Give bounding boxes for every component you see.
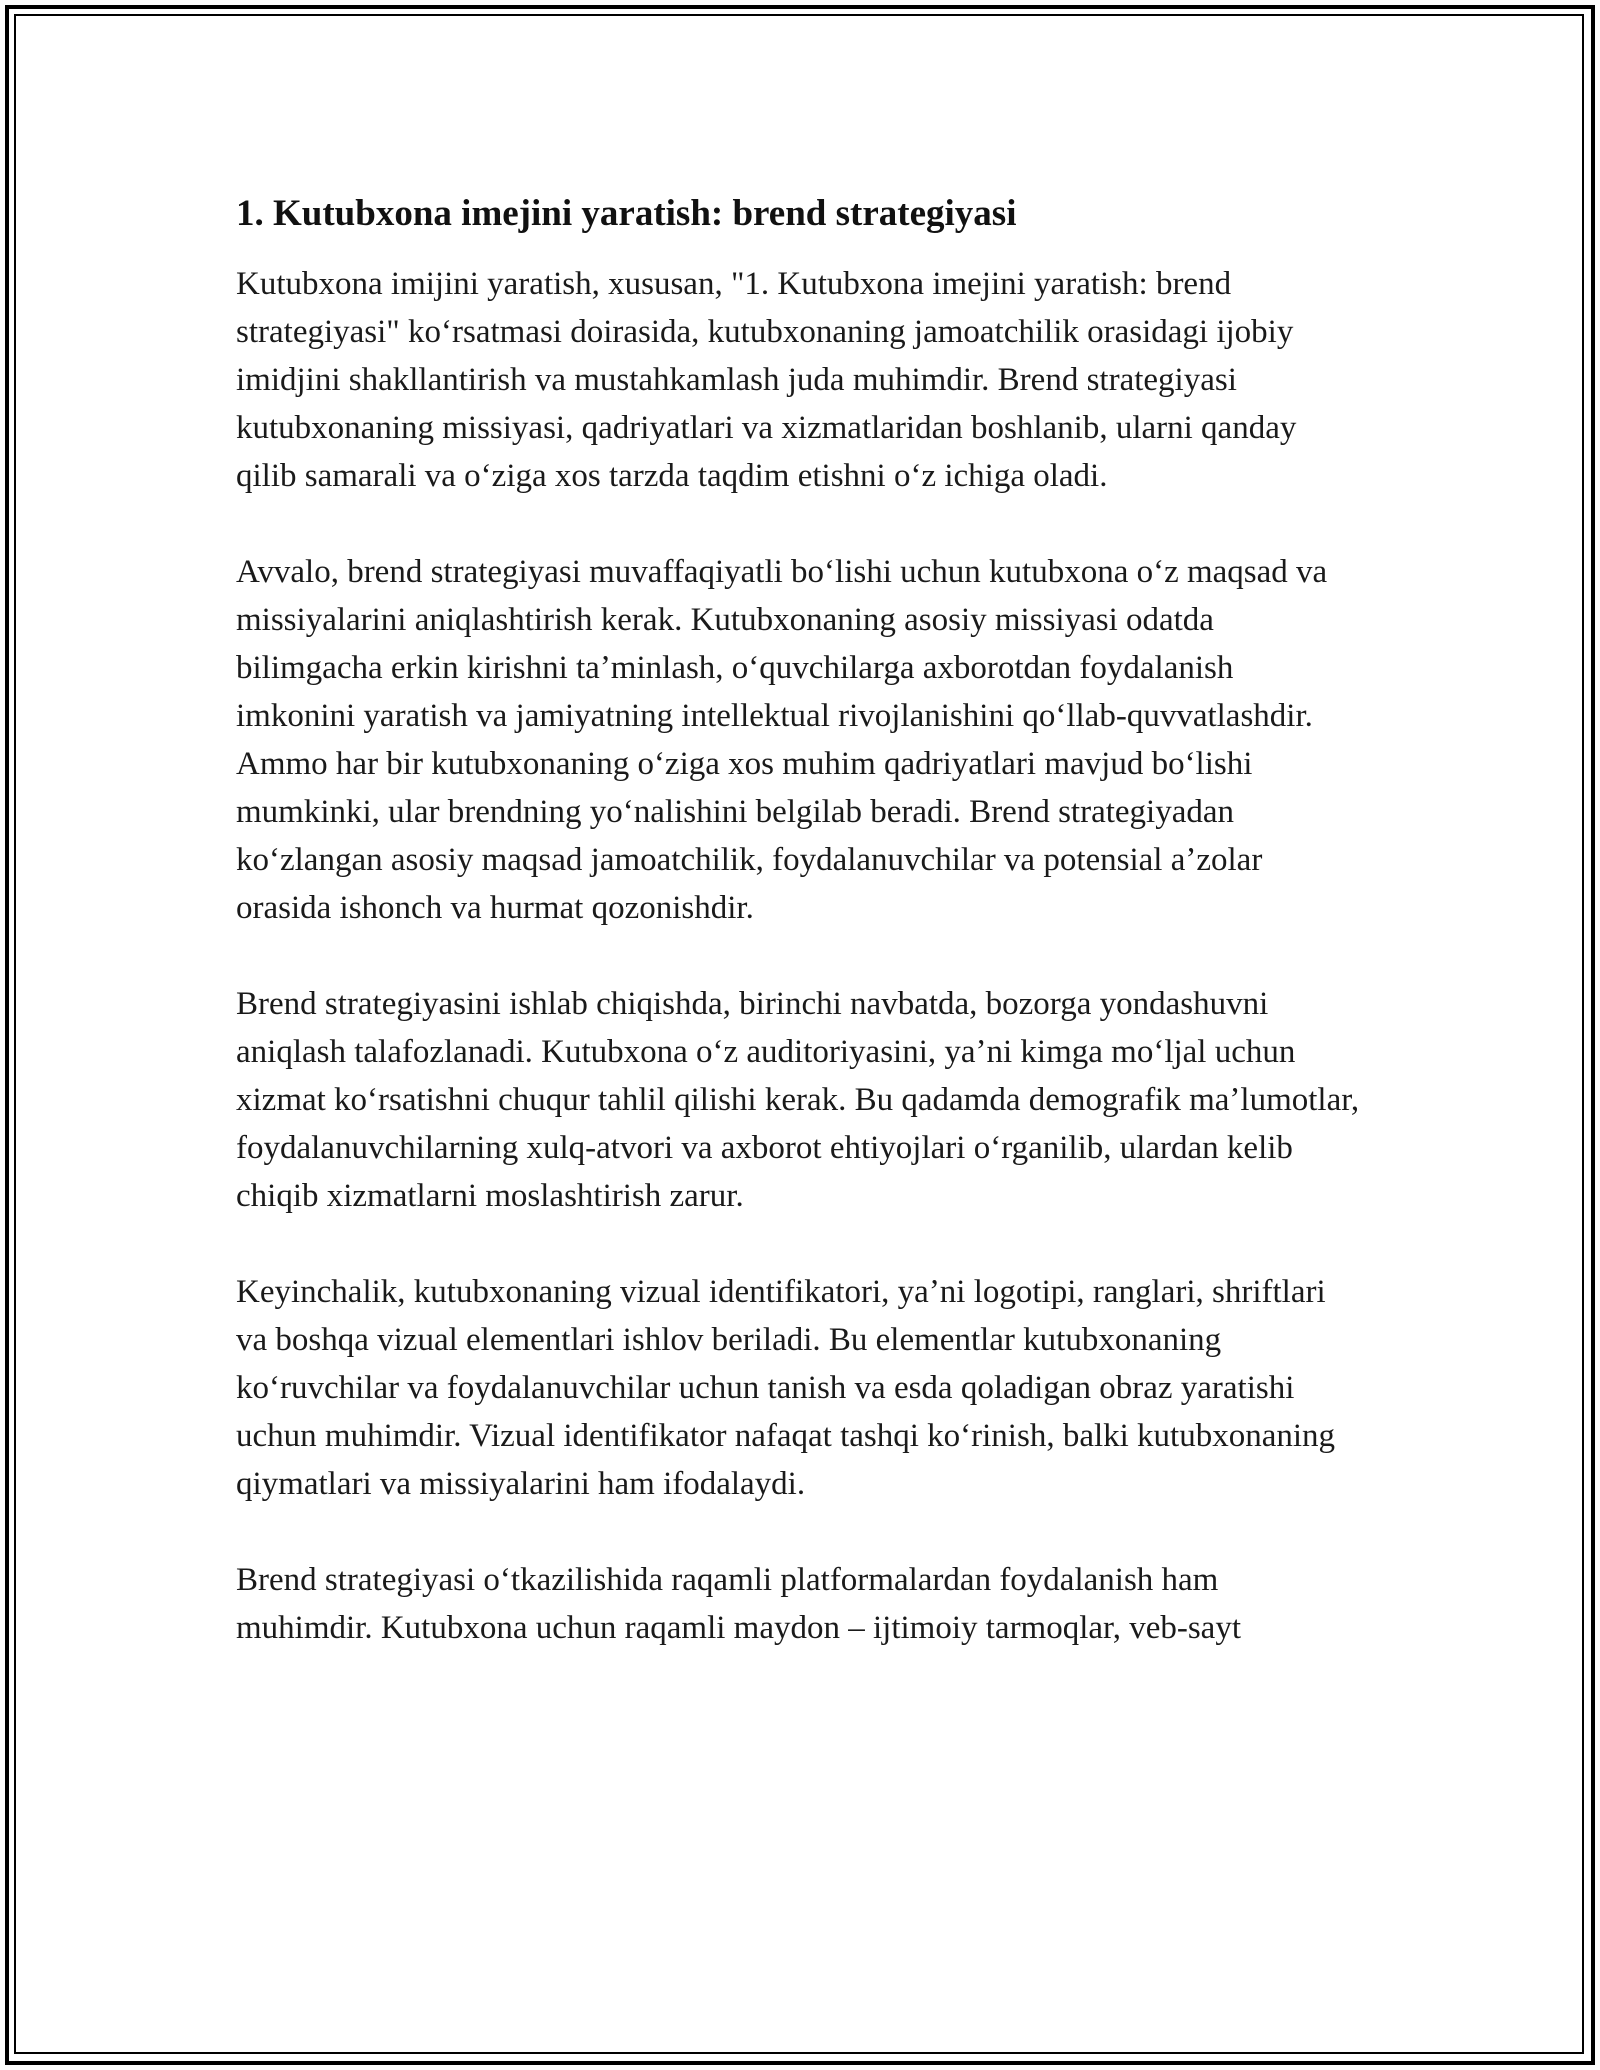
section-heading: 1. Kutubxona imejini yaratish: brend strategiyasi bbox=[236, 193, 1017, 234]
paragraph-4: Keyinchalik, kutubxonaning vizual identifikatori, yaʼni logotipi, ranglari, shriftlari va boshqa vizual elementlari ishlov beriladi. Bu elementlar kutubxonaning koʻruvchilar va foydalanuvchilar uchun tanish va esda qoladigan obraz yaratishi uchun muhimdir. Vizual identifikator nafaqat tashqi koʻrinish, balki kutubxonaning qiymatlari va missiyalarini ham ifodalaydi. bbox=[236, 1274, 1336, 1502]
paragraph-3: Brend strategiyasini ishlab chiqishda, birinchi navbatda, bozorga yondashuvni aniqlash talafozlanadi. Kutubxona oʻz auditoriyasini, yaʼni kimga moʻljal uchun xizmat koʻrsatishni chuqur tahlil qilishi kerak. Bu qadamda demografik maʼlumotlar, foydalanuvchilarning xulq-atvori va axborot ehtiyojlari oʻrganilib, ulardan kelib chiqib xizmatlarni moslashtirish zarur. bbox=[236, 986, 1360, 1214]
document-body bbox=[236, 190, 1360, 1700]
paragraph-1: Kutubxona imijini yaratish, xususan, "1. Kutubxona imejini yaratish: brend strategiyasi" koʻrsatmasi doirasida, kutubxonaning jamoatchilik orasidagi ijobiy imidjini shakllantirish va mustahkamlash juda muhimdir. Brend strategiyasi kutubxonaning missiyasi, qadriyatlari va xizmatlaridan boshlanib, ularni qanday qilib samarali va oʻziga xos tarzda taqdim etishni oʻz ichiga oladi. bbox=[236, 266, 1297, 494]
paragraph-2: Avvalo, brend strategiyasi muvaffaqiyatli boʻlishi uchun kutubxona oʻz maqsad va missiyalarini aniqlashtirish kerak. Kutubxonaning asosiy missiyasi odatda bilimgacha erkin kirishni taʼminlash, oʻquvchilarga axborotdan foydalanish imkonini yaratish va jamiyatning intellektual rivojlanishini qoʻllab-quvvatlashdir. Ammo har bir kutubxonaning oʻziga xos muhim qadriyatlari mavjud boʻlishi mumkinki, ular brendning yoʻnalishini belgilab beradi. Brend strategiyadan koʻzlangan asosiy maqsad jamoatchilik, foydalanuvchilar va potensial aʼzolar orasida ishonch va hurmat qozonishdir. bbox=[236, 554, 1328, 926]
paragraph-5: Brend strategiyasi oʻtkazilishida raqamli platformalardan foydalanish ham muhimdir. Kutubxona uchun raqamli maydon – ijtimoiy tarmoqlar, veb-sayt bbox=[236, 1562, 1242, 1646]
